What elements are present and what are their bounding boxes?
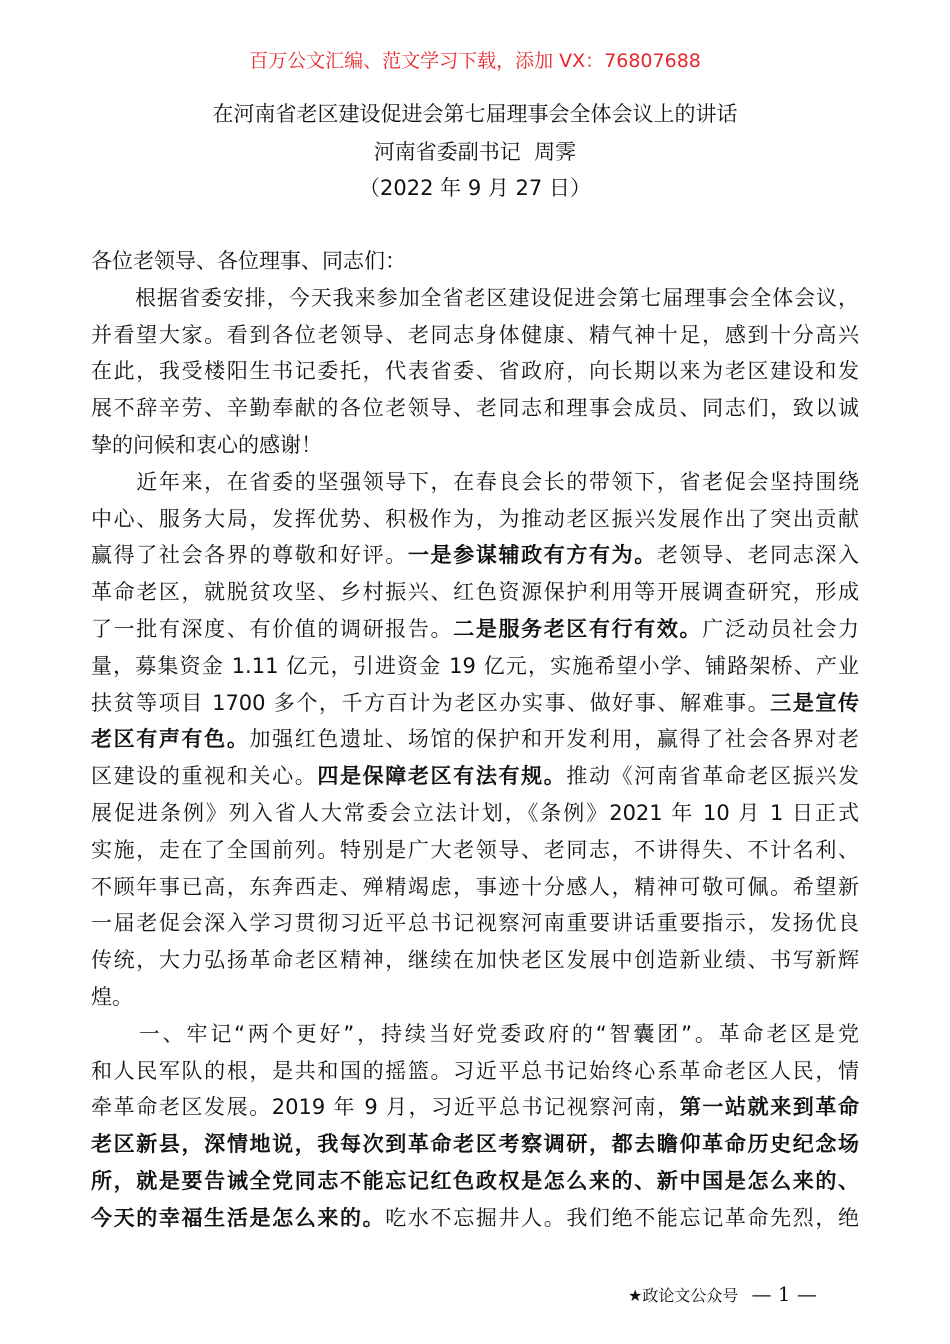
bold-text-segment: 三是宣传 [770, 690, 860, 715]
text-line [91, 721, 859, 758]
text-segment: 不顾年事已高，东奔西走、殚精竭虑，事迹十分感人，精神可敬可佩。希望新 [91, 874, 859, 899]
text-line [91, 832, 859, 869]
text-segment: 广泛动员社会力 [702, 616, 860, 641]
text-line [91, 648, 859, 685]
bold-text-segment: 第一站就来到革命 [679, 1095, 860, 1120]
text-line [91, 869, 859, 906]
text-segment: 革命老区，就脱贫攻坚、乡村振兴、红色资源保护利用等开展调查研究，形成 [91, 580, 859, 605]
text-line [91, 574, 859, 611]
text-line [91, 685, 859, 722]
text-line [91, 942, 859, 979]
text-segment: 根据省委安排，今天我来参加全省老区建设促进会第七届理事会全体会议， [91, 285, 859, 310]
page-footer [628, 1282, 817, 1306]
bold-text-segment: 一是参谋辅政有方有为。 [407, 543, 657, 568]
text-segment: 实施，走在了全国前列。特别是广大老领导、老同志，不讲得失、不计名利、 [91, 837, 859, 862]
text-line [91, 1053, 859, 1090]
text-segment: 老领导、老同志深入 [656, 543, 860, 568]
text-segment: 近年来，在省委的坚强领导下，在春良会长的带领下，省老促会坚持围绕 [91, 469, 859, 494]
text-segment: 挚的问候和衷心的感谢！ [91, 432, 322, 457]
text-segment: 中心、服务大局，发挥优势、积极作为，为推动老区振兴发展作出了突出贡献 [91, 506, 859, 531]
text-segment: 在此，我受楼阳生书记委托，代表省委、省政府，向长期以来为老区建设和发 [91, 359, 859, 384]
text-segment: 量，募集资金 1.11 亿元，引进资金 19 亿元，实施希望小学、铺路架桥、产业 [91, 653, 859, 678]
document-title: 在河南省老区建设促进会第七届理事会全体会议上的讲话 [212, 102, 738, 126]
text-line [91, 280, 859, 317]
text-line [91, 353, 859, 390]
text-segment: 和人民军队的根，是共和国的摇篮。习近平总书记始终心系革命老区人民，情 [91, 1058, 859, 1083]
text-line [91, 537, 859, 574]
text-segment: 区建设的重视和关心。 [91, 764, 318, 789]
document-author: 河南省委副书记 周霁 [373, 140, 577, 164]
text-line [91, 979, 859, 1016]
text-segment: 一、牢记“两个更好”，持续当好党委政府的“智囊团”。革命老区是党 [91, 1021, 859, 1046]
text-line [91, 464, 859, 501]
text-segment: 加强红色遗址、场馆的保护和开发利用，赢得了社会各界对老 [249, 727, 860, 752]
text-segment: 展不辞辛劳、辛勤奉献的各位老领导、老同志和理事会成员、同志们，致以诚 [91, 396, 859, 421]
text-segment: 煌。 [91, 984, 133, 1009]
text-line [91, 611, 859, 648]
text-segment: 牵革命老区发展。2019 年 9 月，习近平总书记视察河南， [91, 1095, 680, 1120]
document-date: （2022 年 9 月 27 日） [359, 176, 591, 200]
document-body [91, 243, 859, 1237]
bold-text-segment: 所，就是要告诫全党同志不能忘记红色政权是怎么来的、新中国是怎么来的、 [91, 1168, 859, 1193]
text-segment: 推动《河南省革命老区振兴发 [566, 764, 860, 789]
bold-text-segment: 老区新县，深情地说，我每次到革命老区考察调研，都去瞻仰革命历史纪念场 [91, 1132, 859, 1157]
page-number: — 1 — [751, 1282, 817, 1306]
text-segment: 吃水不忘掘井人。我们绝不能忘记革命先烈，绝 [385, 1205, 860, 1230]
text-line [91, 905, 859, 942]
text-line [91, 1089, 859, 1126]
bold-text-segment: 二是服务老区有行有效。 [453, 616, 703, 641]
text-line [91, 758, 859, 795]
text-line [91, 243, 859, 280]
text-line [91, 1126, 859, 1163]
text-segment: 展促进条例》列入省人大常委会立法计划，《条例》2021 年 10 月 1 日正式 [91, 800, 859, 825]
text-segment: 传统，大力弘扬革命老区精神，继续在加快老区发展中创造新业绩、书写新辉 [91, 948, 859, 973]
footer-source: ★政论文公众号 [628, 1286, 739, 1305]
text-line [91, 390, 859, 427]
text-segment: 并看望大家。看到各位老领导、老同志身体健康、精气神十足，感到十分高兴 [91, 322, 859, 347]
text-segment: 扶贫等项目 1700 多个，千方百计为老区办实事、做好事、解难事。 [91, 690, 771, 715]
text-segment: 各位老领导、各位理事、同志们： [91, 249, 406, 273]
text-line [91, 1200, 859, 1237]
text-segment: 一届老促会深入学习贯彻习近平总书记视察河南重要讲话重要指示，发扬优良 [91, 911, 859, 936]
bold-text-segment: 老区有声有色。 [91, 727, 250, 752]
bold-text-segment: 今天的幸福生活是怎么来的。 [91, 1205, 386, 1230]
bold-text-segment: 四是保障老区有法有规。 [317, 764, 567, 789]
text-segment: 赢得了社会各界的尊敬和好评。 [91, 543, 408, 568]
text-line [91, 1016, 859, 1053]
text-line [91, 1163, 859, 1200]
text-line [91, 795, 859, 832]
text-line [91, 501, 859, 538]
watermark-header: 百万公文汇编、范文学习下载，添加 VX：76807688 [249, 50, 701, 72]
text-line [91, 317, 859, 354]
text-line [91, 427, 859, 464]
text-segment: 了一批有深度、有价值的调研报告。 [91, 616, 454, 641]
